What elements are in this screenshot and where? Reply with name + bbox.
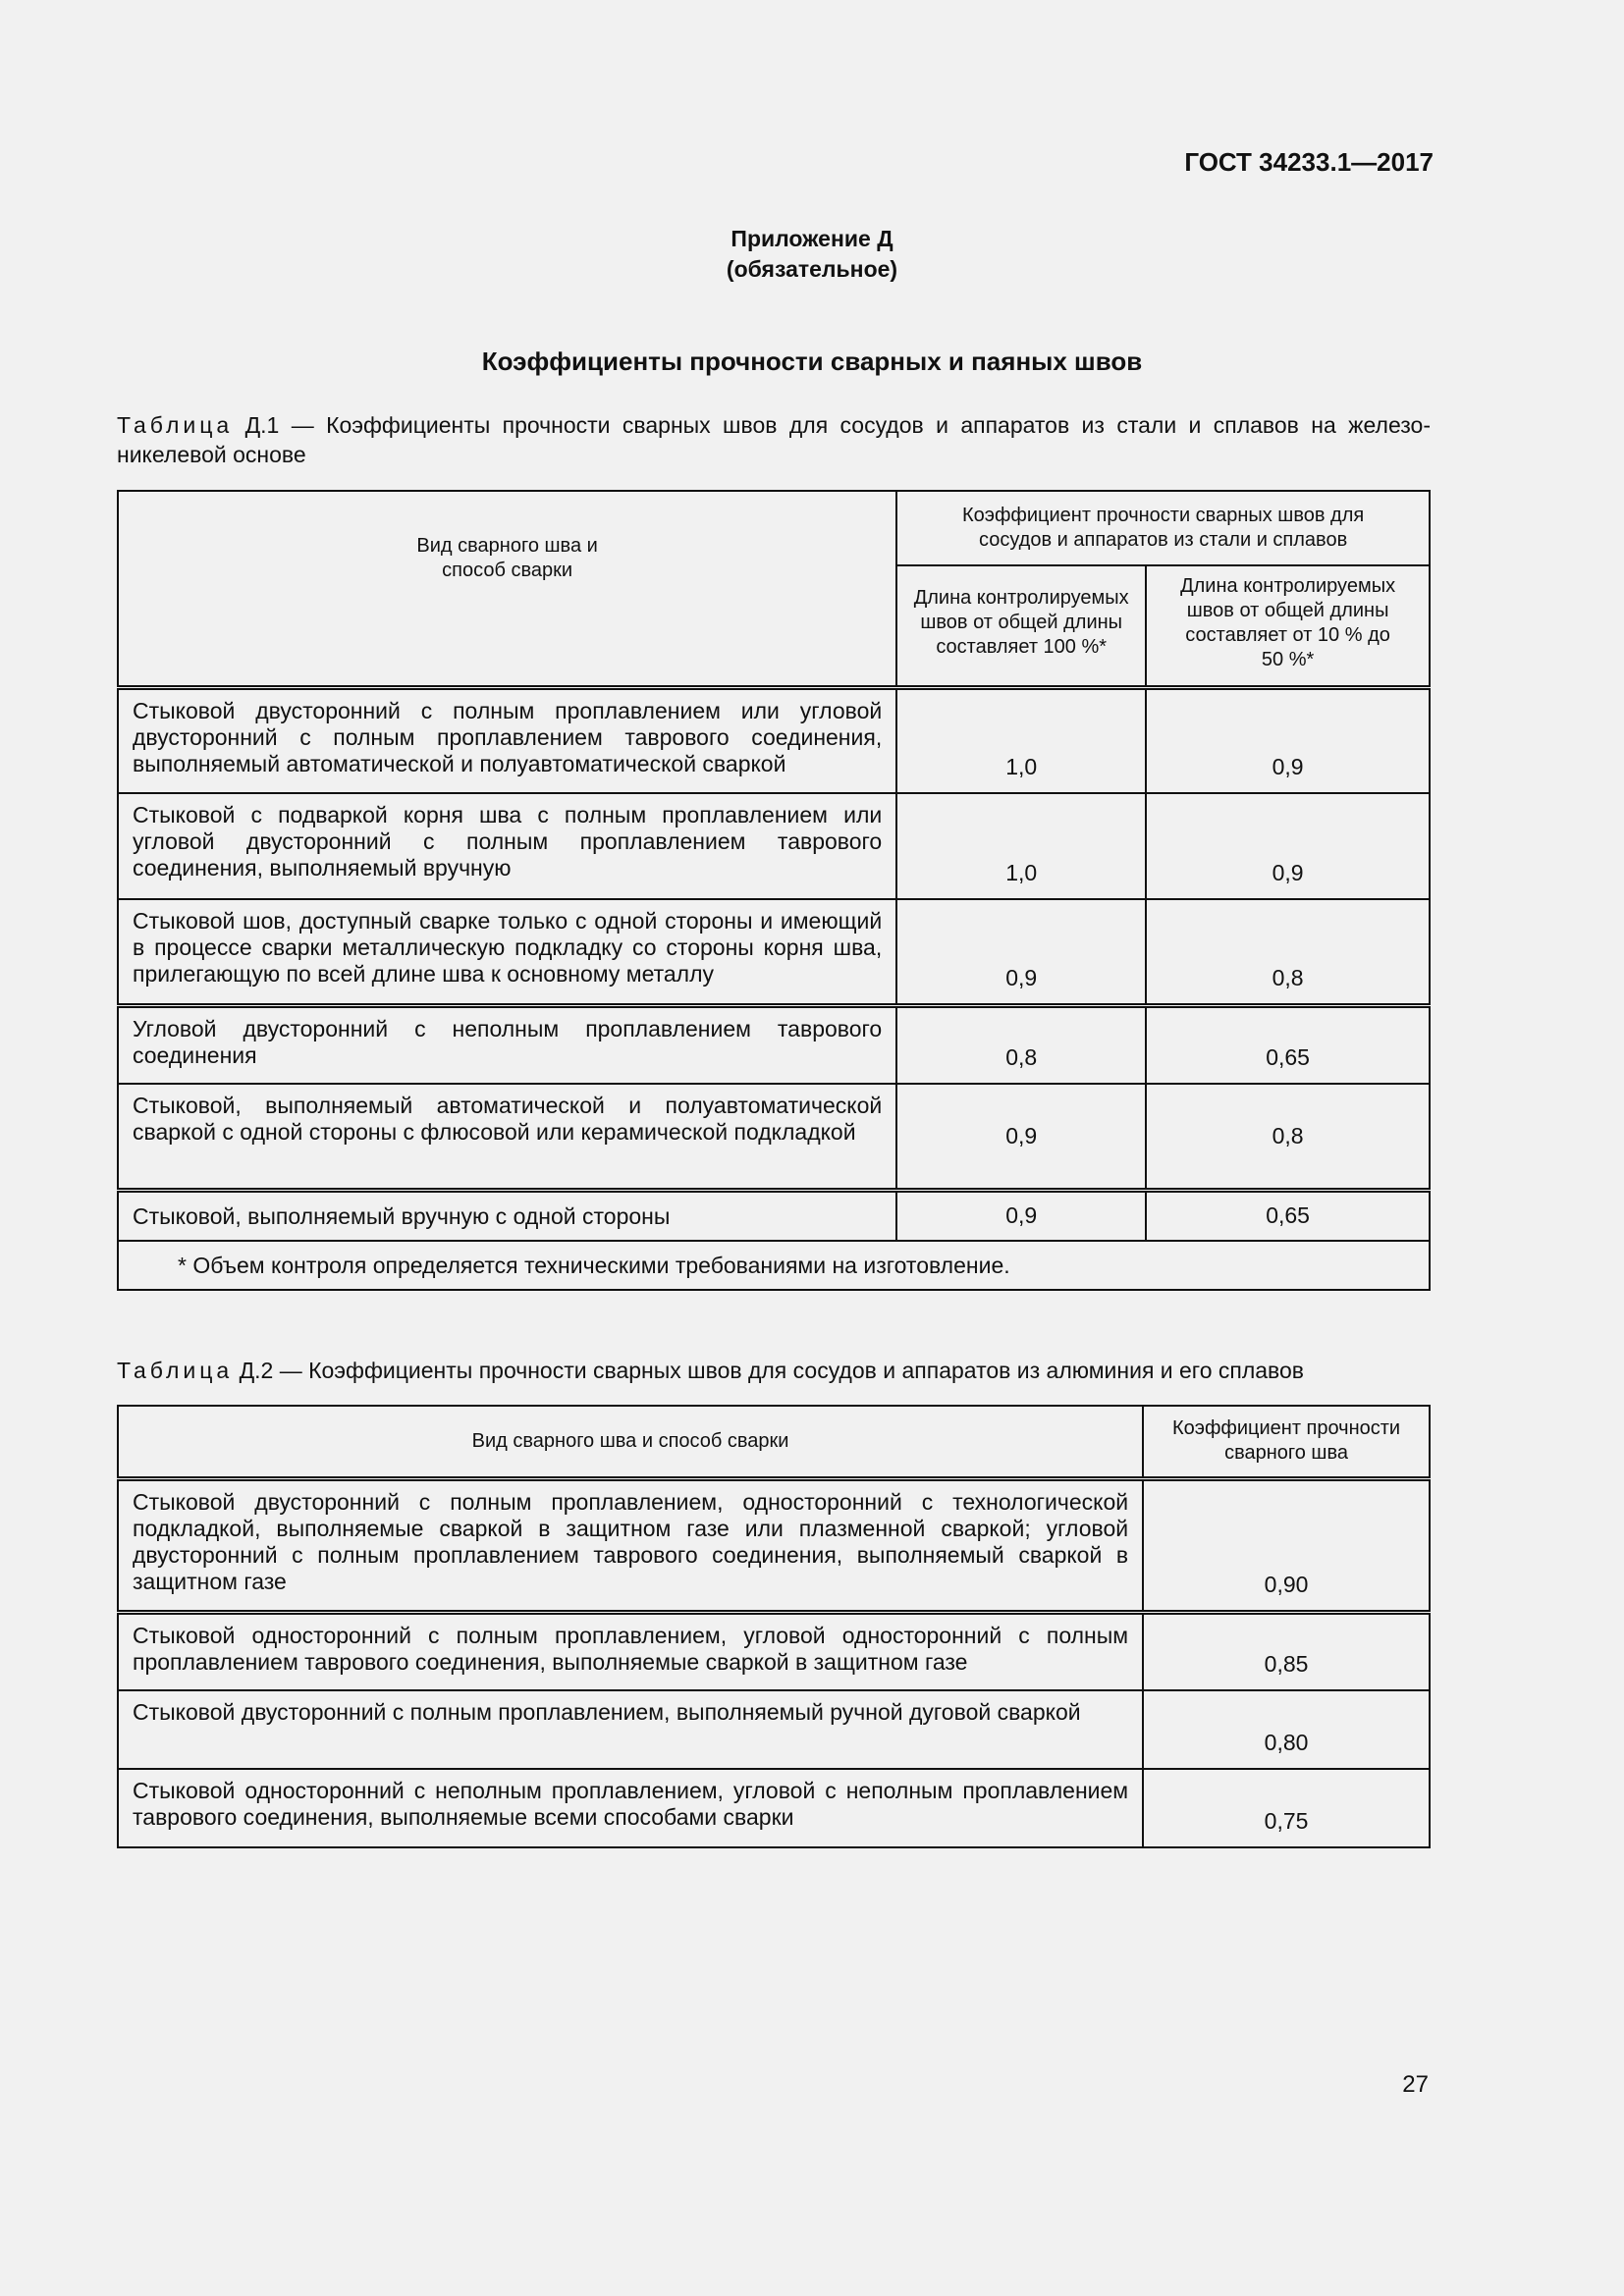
document-code: ГОСТ 34233.1—2017 [1184, 147, 1434, 177]
row-description: Стыковой односторонний с неполным проплавлением, угловой с неполным проплавлением таврового соединения, выполняемые всеми способами сварки [118, 1769, 1143, 1847]
table1-header-10-50: Длина контролируемых швов от общей длины составляет от 10 % до 50 %* [1146, 565, 1430, 687]
appendix-heading [0, 224, 1624, 285]
table-row [118, 1084, 1430, 1190]
table-row [118, 1478, 1430, 1612]
row-value-10-50: 0,65 [1146, 1005, 1430, 1084]
table2 [117, 1405, 1431, 1848]
table-row [118, 793, 1430, 899]
table2-header-weld: Вид сварного шва и способ сварки [118, 1406, 1143, 1478]
table1-caption-label: Таблица [117, 412, 234, 438]
table1-caption [117, 410, 1431, 469]
table-row [118, 1005, 1430, 1084]
table-row [118, 687, 1430, 793]
row-description: Стыковой двусторонний с полным проплавлением или угловой двусторонний с полным проплавлением таврового соединения, выполняемый автоматической и полуавтоматической сваркой [118, 687, 896, 793]
row-description: Угловой двусторонний с неполным проплавлением таврового соединения [118, 1005, 896, 1084]
table1-footnote: * Объем контроля определяется техническими требованиями на изготовление. [118, 1241, 1430, 1290]
appendix-title: Приложение Д [731, 226, 893, 251]
table-row [118, 899, 1430, 1005]
table1-header-weld: Вид сварного шва и способ сварки [118, 491, 896, 687]
table2-caption [117, 1356, 1431, 1385]
row-description: Стыковой односторонний с полным проплавлением, угловой односторонний с полным проплавлением таврового соединения, выполняемые сваркой в защитном газе [118, 1612, 1143, 1690]
row-value-100: 1,0 [896, 793, 1146, 899]
row-value: 0,75 [1143, 1769, 1430, 1847]
table1-footnote-row [118, 1241, 1430, 1290]
row-value-100: 0,8 [896, 1005, 1146, 1084]
row-value-10-50: 0,65 [1146, 1190, 1430, 1241]
row-value-10-50: 0,8 [1146, 1084, 1430, 1190]
row-description: Стыковой, выполняемый вручную с одной стороны [118, 1190, 896, 1241]
page-number: 27 [1402, 2071, 1429, 2098]
row-value-100: 0,9 [896, 1084, 1146, 1190]
row-description: Стыковой с подваркой корня шва с полным проплавлением или угловой двусторонний с полным проплавлением таврового соединения, выполняемый вручную [118, 793, 896, 899]
table2-header-coef: Коэффициент прочности сварного шва [1143, 1406, 1430, 1478]
table1-header-100: Длина контролируемых швов от общей длины составляет 100 %* [896, 565, 1146, 687]
row-value: 0,90 [1143, 1478, 1430, 1612]
table1-header-coef: Коэффициент прочности сварных швов для сосудов и аппаратов из стали и сплавов [896, 491, 1430, 565]
table-row [118, 1190, 1430, 1241]
table-row [118, 1690, 1430, 1769]
row-value-10-50: 0,9 [1146, 687, 1430, 793]
row-description: Стыковой двусторонний с полным проплавлением, односторонний с технологической подкладкой, выполняемые сваркой в защитном газе или плазменной сваркой; угловой двусторонний с полным проплавлением таврового соединения, выполняемый сваркой в защитном газе [118, 1478, 1143, 1612]
row-value-100: 0,9 [896, 899, 1146, 1005]
table2-caption-text: Д.2 — Коэффициенты прочности сварных швов для сосудов и аппаратов из алюминия и его сплавов [239, 1358, 1305, 1383]
row-value-100: 0,9 [896, 1190, 1146, 1241]
row-value: 0,85 [1143, 1612, 1430, 1690]
row-value-10-50: 0,9 [1146, 793, 1430, 899]
appendix-status: (обязательное) [726, 256, 898, 282]
row-value: 0,80 [1143, 1690, 1430, 1769]
table-row [118, 1769, 1430, 1847]
table1-caption-text: Д.1 — Коэффициенты прочности сварных швов для сосудов и аппаратов из стали и сплавов на железо-никелевой основе [117, 412, 1431, 467]
row-value-10-50: 0,8 [1146, 899, 1430, 1005]
section-title: Коэффициенты прочности сварных и паяных швов [481, 347, 1143, 376]
row-description: Стыковой двусторонний с полным проплавлением, выполняемый ручной дуговой сваркой [118, 1690, 1143, 1769]
table2-caption-label: Таблица [117, 1358, 234, 1383]
row-value-100: 1,0 [896, 687, 1146, 793]
table-row [118, 1612, 1430, 1690]
table1 [117, 490, 1431, 1291]
row-description: Стыковой шов, доступный сварке только с одной стороны и имеющий в процессе сварки металлическую подкладку со стороны корня шва, прилегающую по всей длине шва к основному металлу [118, 899, 896, 1005]
row-description: Стыковой, выполняемый автоматической и полуавтоматической сваркой с одной стороны с флюсовой или керамической подкладкой [118, 1084, 896, 1190]
